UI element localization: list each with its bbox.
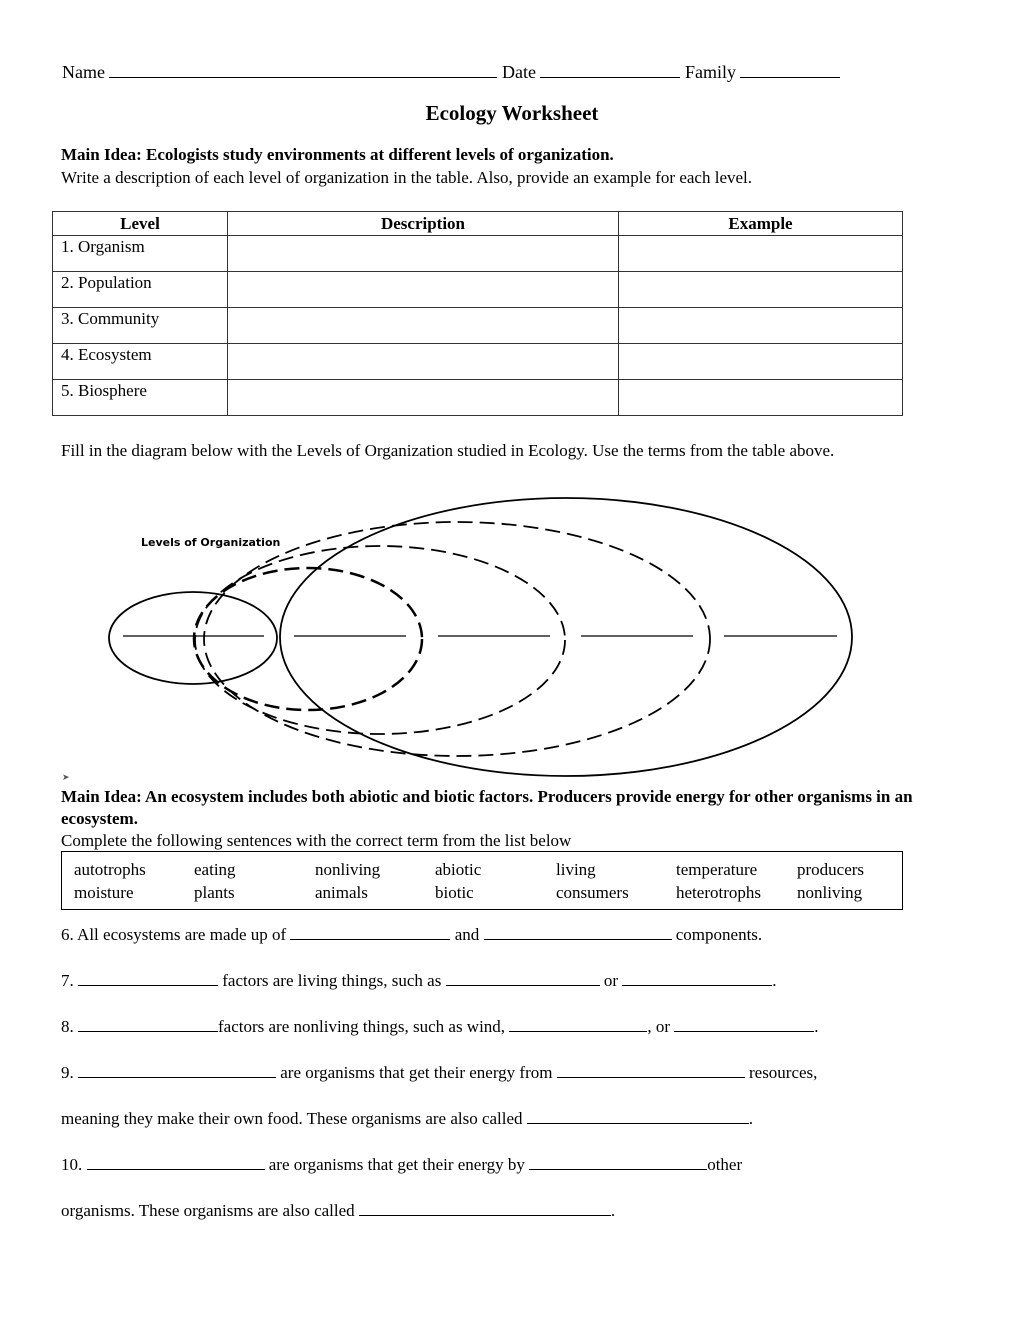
- word-bank-word: eating: [194, 860, 236, 879]
- word-bank-word: consumers: [556, 883, 629, 902]
- bullet-arrow-icon: ➤: [62, 772, 70, 782]
- q8-text: .: [814, 1017, 819, 1036]
- family-label: Family: [684, 62, 736, 82]
- q9-text: .: [748, 1109, 754, 1128]
- word-bank-word: nonliving: [797, 883, 863, 902]
- main-idea-1: Main Idea: Ecologists study environments at different levels of organization.: [61, 145, 614, 164]
- header-example: Example: [619, 212, 903, 236]
- question-9: [61, 1062, 817, 1083]
- description-cell[interactable]: [228, 236, 619, 272]
- page-title: Ecology Worksheet: [425, 101, 599, 125]
- description-cell[interactable]: [228, 344, 619, 380]
- level-cell: 3. Community: [53, 308, 228, 344]
- q6-text: components.: [675, 925, 763, 944]
- word-bank-word: living: [556, 860, 596, 879]
- table-instruction: Write a description of each level of organization in the table. Also, provide an example for each level.: [61, 168, 753, 187]
- level-cell: 1. Organism: [53, 236, 228, 272]
- header-level: Level: [53, 212, 228, 236]
- table-row: [53, 380, 903, 416]
- q7-blank-2[interactable]: [446, 970, 600, 986]
- q9-text: 9.: [61, 1063, 74, 1082]
- header-line: [62, 62, 840, 83]
- q7-text: .: [772, 971, 777, 990]
- q10-text: 10.: [61, 1155, 83, 1174]
- question-6: [61, 924, 762, 945]
- q9-text: are organisms that get their energy from: [280, 1063, 553, 1082]
- q10-blank-3[interactable]: [359, 1200, 611, 1216]
- table-row: [53, 308, 903, 344]
- levels-diagram: [0, 490, 1024, 790]
- q9-text: resources,: [748, 1063, 818, 1082]
- biosphere-ellipse: [280, 498, 852, 776]
- word-bank-word: abiotic: [435, 860, 482, 879]
- question-10-continued: [61, 1200, 615, 1221]
- q8-text: 8.: [61, 1017, 74, 1036]
- q10-text: organisms. These organisms are also called: [61, 1201, 355, 1220]
- q6-blank-1[interactable]: [290, 924, 450, 940]
- word-bank-word: nonliving: [315, 860, 381, 879]
- name-field[interactable]: [109, 63, 497, 78]
- q9-blank-2[interactable]: [557, 1062, 745, 1078]
- question-10: [61, 1154, 742, 1175]
- diagram-label: Levels of Organization: [141, 536, 281, 549]
- q7-text: factors are living things, such as: [222, 971, 442, 990]
- q6-text: and: [454, 925, 480, 944]
- main-idea-2: Main Idea: An ecosystem includes both abiotic and biotic factors. Producers provide energy for other organisms in an ecosystem.: [61, 787, 913, 828]
- description-cell[interactable]: [228, 272, 619, 308]
- example-cell[interactable]: [619, 236, 903, 272]
- diagram-instruction: Fill in the diagram below with the Levels of Organization studied in Ecology. Use the terms from the table above.: [61, 441, 835, 460]
- q9-blank-3[interactable]: [527, 1108, 749, 1124]
- table-row: [53, 236, 903, 272]
- q10-blank-2[interactable]: [529, 1154, 707, 1170]
- description-cell[interactable]: [228, 308, 619, 344]
- example-cell[interactable]: [619, 380, 903, 416]
- question-9-continued: [61, 1108, 753, 1129]
- q7-text: 7.: [61, 971, 74, 990]
- population-ellipse: [194, 568, 422, 710]
- word-bank-word: producers: [797, 860, 865, 879]
- table-row: [53, 344, 903, 380]
- header-description: Description: [228, 212, 619, 236]
- description-cell[interactable]: [228, 380, 619, 416]
- levels-table: [52, 211, 903, 416]
- date-field[interactable]: [540, 63, 680, 78]
- date-label: Date: [501, 62, 536, 82]
- example-cell[interactable]: [619, 272, 903, 308]
- word-bank-word: plants: [194, 883, 235, 902]
- question-8: [61, 1016, 818, 1037]
- word-bank-word: moisture: [74, 883, 134, 902]
- word-bank-word: temperature: [676, 860, 758, 879]
- word-bank-word: autotrophs: [74, 860, 146, 879]
- q8-text: factors are nonliving things, such as wind,: [218, 1017, 506, 1036]
- family-field[interactable]: [740, 63, 840, 78]
- word-bank-word: biotic: [435, 883, 474, 902]
- q7-text: or: [603, 971, 618, 990]
- level-cell: 5. Biosphere: [53, 380, 228, 416]
- example-cell[interactable]: [619, 344, 903, 380]
- q8-text: , or: [647, 1017, 670, 1036]
- q8-blank-1[interactable]: [78, 1016, 218, 1032]
- q9-blank-1[interactable]: [78, 1062, 276, 1078]
- q8-blank-2[interactable]: [509, 1016, 647, 1032]
- question-7: [61, 970, 776, 991]
- q10-text: are organisms that get their energy by: [268, 1155, 525, 1174]
- q10-text: .: [610, 1201, 616, 1220]
- level-cell: 2. Population: [53, 272, 228, 308]
- q6-text: 6. All ecosystems are made up of: [61, 925, 287, 944]
- q7-blank-3[interactable]: [622, 970, 772, 986]
- table-header-row: [53, 212, 903, 236]
- word-bank: [61, 851, 903, 910]
- name-label: Name: [62, 62, 105, 82]
- q10-blank-1[interactable]: [87, 1154, 265, 1170]
- word-bank-word: animals: [315, 883, 368, 902]
- word-bank-word: heterotrophs: [676, 883, 761, 902]
- level-cell: 4. Ecosystem: [53, 344, 228, 380]
- word-bank-instruction: Complete the following sentences with the correct term from the list below: [61, 831, 572, 850]
- q9-text: meaning they make their own food. These organisms are also called: [61, 1109, 523, 1128]
- q6-blank-2[interactable]: [484, 924, 672, 940]
- example-cell[interactable]: [619, 308, 903, 344]
- table-row: [53, 272, 903, 308]
- q8-blank-3[interactable]: [674, 1016, 814, 1032]
- q7-blank-1[interactable]: [78, 970, 218, 986]
- q10-text: other: [707, 1155, 743, 1174]
